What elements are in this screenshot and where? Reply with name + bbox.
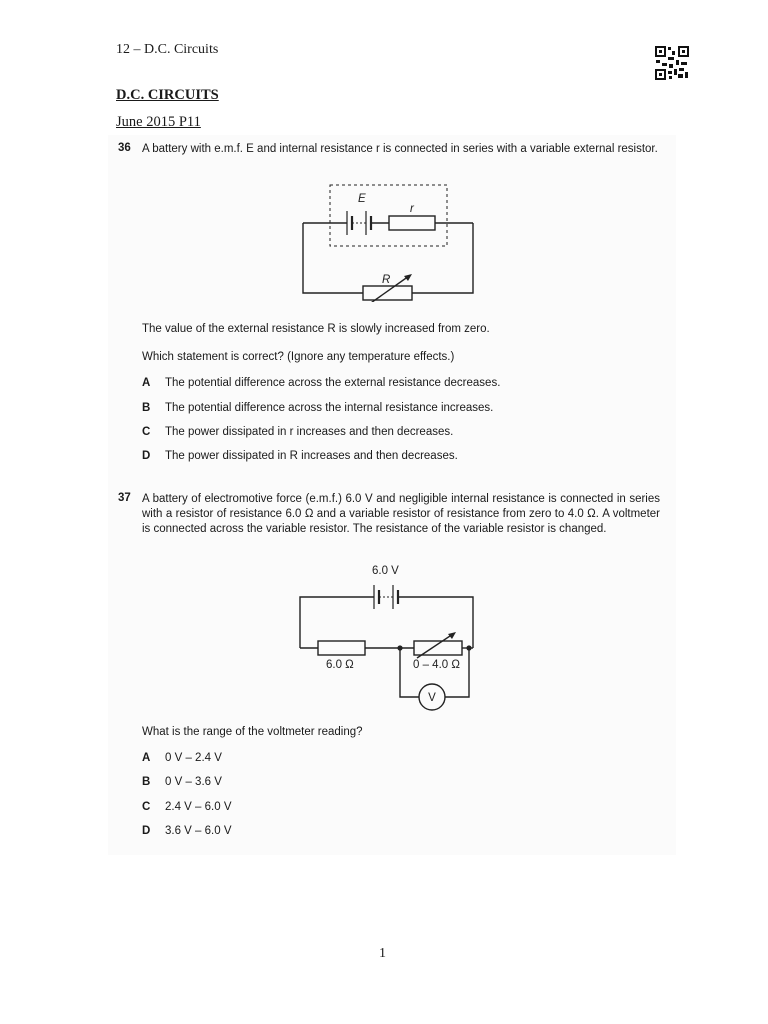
option-letter: D bbox=[142, 450, 151, 462]
section-title: D.C. CIRCUITS bbox=[116, 87, 219, 103]
option-letter: B bbox=[142, 402, 151, 414]
option-text: 0 V – 3.6 V bbox=[165, 776, 222, 788]
option-letter: B bbox=[142, 776, 151, 788]
junction-node bbox=[397, 645, 402, 650]
option-text: The potential difference across the external resistance decreases. bbox=[165, 377, 501, 389]
variable-resistor bbox=[363, 286, 412, 300]
circuit-diagram-q36 bbox=[296, 180, 480, 302]
option-text: 0 V – 2.4 V bbox=[165, 752, 222, 764]
page-number: 1 bbox=[379, 946, 386, 961]
question-number: 37 bbox=[118, 492, 131, 504]
internal-resistance-label: r bbox=[410, 203, 414, 215]
running-header: 12 – D.C. Circuits bbox=[116, 42, 219, 57]
question-stem: A battery of electromotive force (e.m.f.) 6.0 V and negligible internal resistance is connected in series with a resistor of resistance 6.0 Ω and a variable resistor of resistance from zero to 4.0 Ω. A voltmeter is connected across the variable resistor. The resistance of the variable resistor is changed. bbox=[142, 493, 660, 535]
session-label: June 2015 P11 bbox=[116, 114, 201, 130]
option-text: The potential difference across the internal resistance increases. bbox=[165, 402, 494, 414]
question-statement: The value of the external resistance R is slowly increased from zero. bbox=[142, 323, 490, 335]
circuit-diagram-q37 bbox=[296, 560, 480, 715]
option-text: 2.4 V – 6.0 V bbox=[165, 801, 232, 813]
question-stem: A battery with e.m.f. E and internal resistance r is connected in series with a variable external resistor. bbox=[142, 143, 658, 155]
battery-emf-label: 6.0 V bbox=[372, 565, 399, 577]
option-letter: C bbox=[142, 801, 151, 813]
voltmeter-label: V bbox=[428, 692, 436, 704]
variable-resistor-label: 0 – 4.0 Ω bbox=[413, 659, 460, 671]
internal-resistor bbox=[389, 216, 435, 230]
fixed-resistor bbox=[318, 641, 365, 655]
fixed-resistor-label: 6.0 Ω bbox=[326, 659, 354, 671]
emf-label: E bbox=[358, 193, 366, 205]
option-letter: D bbox=[142, 825, 151, 837]
external-resistance-label: R bbox=[382, 274, 391, 286]
option-text: The power dissipated in R increases and then decreases. bbox=[165, 450, 458, 462]
question-number: 36 bbox=[118, 142, 131, 154]
option-letter: C bbox=[142, 426, 151, 438]
question-prompt: What is the range of the voltmeter reading? bbox=[142, 726, 363, 738]
variable-resistor bbox=[414, 641, 462, 655]
option-letter: A bbox=[142, 377, 151, 389]
option-letter: A bbox=[142, 752, 151, 764]
option-text: The power dissipated in r increases and then decreases. bbox=[165, 426, 454, 438]
question-prompt: Which statement is correct? (Ignore any temperature effects.) bbox=[142, 351, 455, 363]
junction-node bbox=[466, 645, 471, 650]
qr-code-icon bbox=[654, 45, 690, 81]
option-text: 3.6 V – 6.0 V bbox=[165, 825, 232, 837]
